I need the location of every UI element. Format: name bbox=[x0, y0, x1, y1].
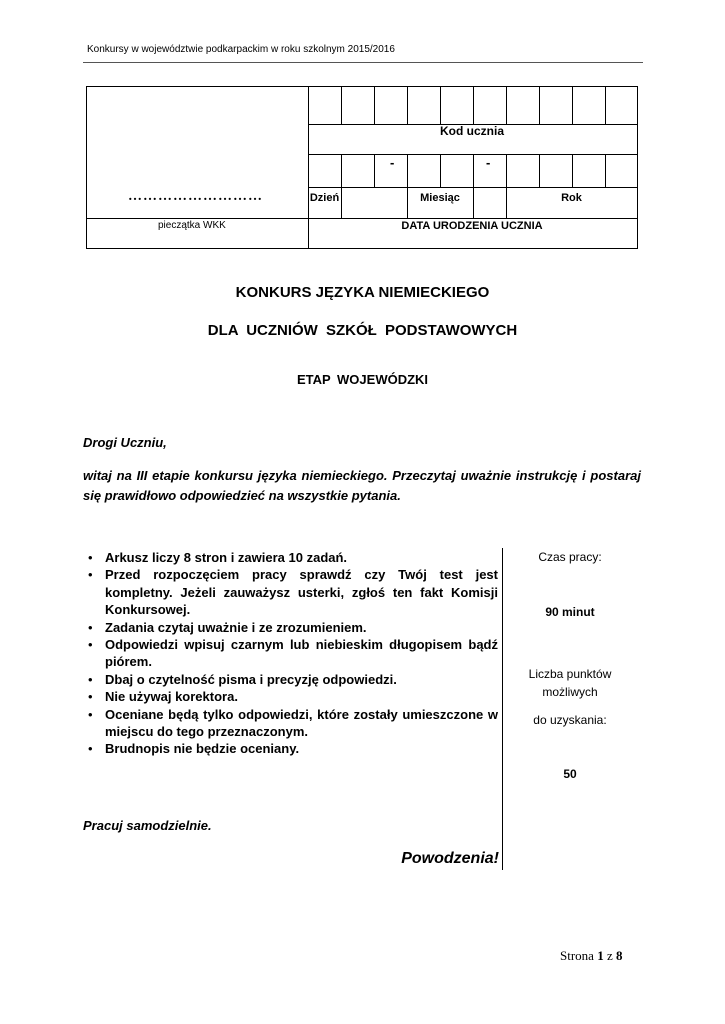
page-total: 8 bbox=[615, 948, 623, 963]
page-header: Konkursy w województwie podkarpackim w roku szkolnym 2015/2016 bbox=[87, 44, 395, 55]
birth-date-label: DATA URODZENIA UCZNIA bbox=[401, 220, 543, 232]
stamp-label: pieczątka WKK bbox=[158, 220, 226, 231]
kod-cell-border bbox=[605, 87, 606, 124]
kod-cell-border bbox=[341, 87, 342, 124]
time-label: Czas pracy: bbox=[538, 550, 602, 564]
date-cell-border bbox=[407, 154, 408, 218]
list-item: • Nie używaj korektora. bbox=[85, 688, 498, 705]
time-value: 90 minut bbox=[545, 605, 595, 619]
points-value: 50 bbox=[563, 767, 577, 781]
list-item: • Oceniane będą tylko odpowiedzi, które zostały umieszczone w miejscu do tego przeznaczonym. bbox=[85, 706, 498, 741]
date-cell-border bbox=[506, 154, 507, 218]
kod-cell-border bbox=[506, 87, 507, 124]
list-item: • Odpowiedzi wpisuj czarnym lub niebieskim długopisem bądź piórem. bbox=[85, 636, 498, 671]
kod-cell-border bbox=[473, 87, 474, 124]
date-cell-border bbox=[473, 154, 474, 218]
contest-title: KONKURS JĘZYKA NIEMIECKIEGO bbox=[235, 284, 490, 301]
date-cell-border bbox=[605, 154, 606, 187]
month-label: Miesiąc bbox=[420, 192, 460, 204]
stamp-dots: ……………………… bbox=[128, 189, 263, 204]
list-item: • Dbaj o czytelność pisma i precyzję odpowiedzi. bbox=[85, 671, 498, 688]
list-item: • Przed rozpoczęciem pracy sprawdź czy Twój test jest kompletny. Jeżeli zauważysz usterki, zgłoś ten fakt Komisji Konkursowej. bbox=[85, 566, 498, 618]
list-item: • Arkusz liczy 8 stron i zawiera 10 zadań. bbox=[85, 549, 498, 566]
date-dash: - bbox=[486, 155, 491, 170]
contest-stage: ETAP WOJEWÓDZKI bbox=[296, 372, 429, 387]
kod-cell-border bbox=[374, 87, 375, 124]
date-cell-border bbox=[572, 154, 573, 187]
intro-text: witaj na III etapie konkursu języka niemieckiego. Przeczytaj uważnie instrukcję i postaraj się prawidłowo odpowiedzieć na wszystkie pytania. bbox=[83, 468, 641, 503]
date-cell-border bbox=[539, 154, 540, 187]
date-cell-border bbox=[341, 154, 342, 218]
good-luck: Powodzenia! bbox=[401, 850, 499, 867]
points-label: Liczba punktów możliwych bbox=[528, 667, 612, 699]
kod-cell-border bbox=[539, 87, 540, 124]
list-item: • Zadania czytaj uważnie i ze zrozumieniem. bbox=[85, 619, 498, 636]
points-label-2: do uzyskania: bbox=[533, 713, 607, 727]
page-of: z bbox=[606, 948, 613, 963]
page-number bbox=[560, 948, 622, 964]
date-cell-border bbox=[440, 154, 441, 187]
grid-line bbox=[87, 218, 637, 219]
page-word: Strona bbox=[560, 948, 594, 963]
work-alone-note: Pracuj samodzielnie. bbox=[83, 818, 212, 833]
date-dash: - bbox=[390, 155, 395, 170]
date-cell-border bbox=[374, 154, 375, 187]
kod-cell-border bbox=[440, 87, 441, 124]
day-label: Dzień bbox=[309, 192, 340, 204]
contest-subtitle: DLA UCZNIÓW SZKÓŁ PODSTAWOWYCH bbox=[207, 322, 518, 339]
greeting: Drogi Uczniu, bbox=[83, 435, 167, 450]
kod-ucznia-label: Kod ucznia bbox=[439, 124, 504, 138]
list-item: • Brudnopis nie będzie oceniany. bbox=[85, 740, 498, 757]
column-divider bbox=[502, 548, 503, 870]
instructions-list bbox=[85, 549, 498, 758]
kod-cell-border bbox=[407, 87, 408, 124]
kod-cell-border bbox=[572, 87, 573, 124]
year-label: Rok bbox=[561, 192, 582, 204]
page-current: 1 bbox=[597, 948, 604, 963]
header-rule bbox=[83, 62, 643, 63]
